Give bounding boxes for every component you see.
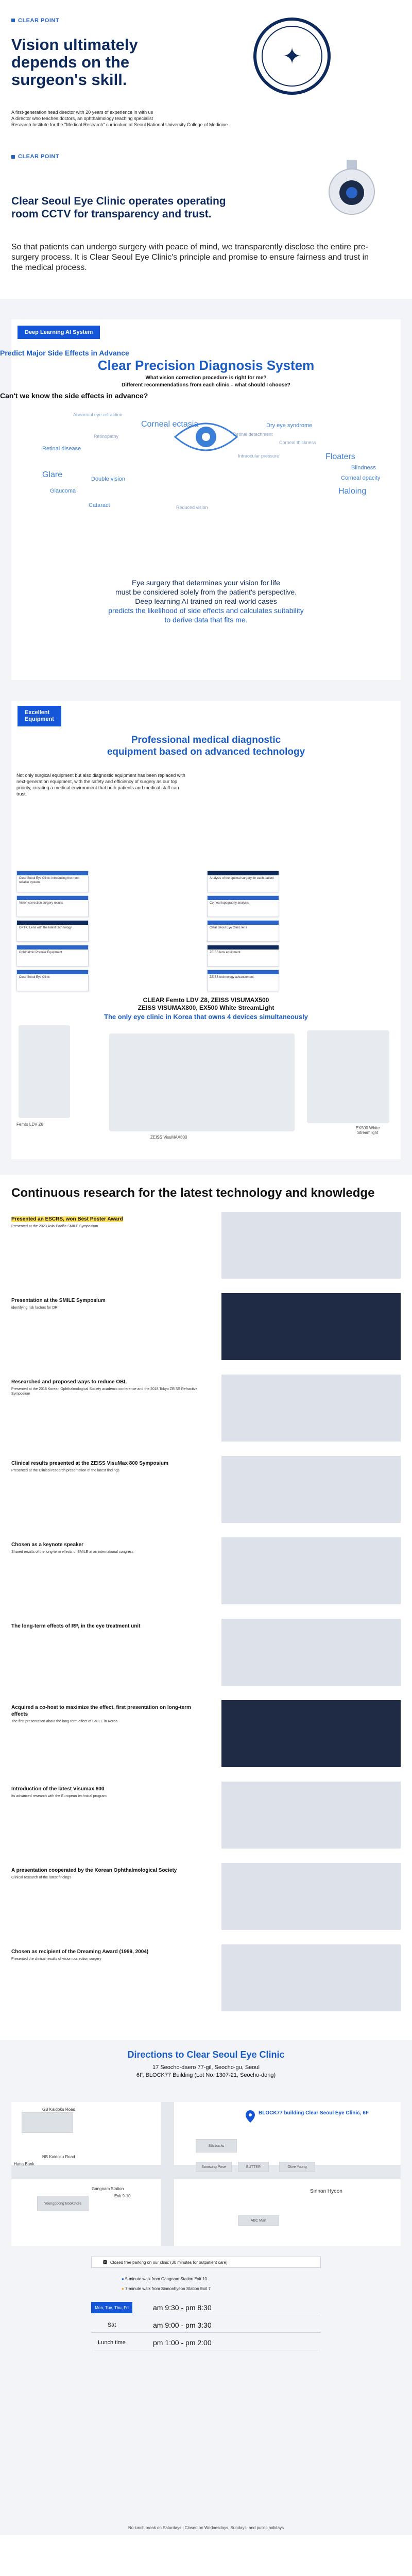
research-detail: Its advanced research with the European technical program (11, 1794, 107, 1798)
hours-day: Sat (107, 2321, 116, 2328)
research-title-text: Chosen as recipient of the Dreaming Award (1999, 2004) (11, 1949, 149, 1955)
research-title (11, 1704, 207, 1718)
research-item (11, 1704, 401, 1782)
question-1: What vision correction procedure is right for me? (145, 375, 267, 381)
femto-device-image (19, 1025, 70, 1118)
thumbnail-caption: Clear Seoul Eye Clinic: introducing the most reliable system (19, 877, 80, 884)
condition-label: Retinal detachment (233, 432, 273, 437)
clinic-location-pin[interactable]: BLOCK77 building Clear Seoul Eye Clinic, 6F (259, 2110, 369, 2116)
condition-label: Retinopathy (94, 434, 119, 439)
equipment-headline: Professional medical diagnostic equipment based on advanced technology (107, 735, 305, 757)
map-building (22, 2112, 73, 2133)
map-label: GB Kaidoku Road (42, 2107, 76, 2112)
research-detail: Clinical research of the latest findings (11, 1876, 71, 1879)
research-title (11, 1216, 207, 1223)
symptom-label: Double vision (91, 476, 126, 482)
eye-icon (172, 412, 240, 462)
subway-icon: ● (122, 2277, 126, 2281)
directions-section (0, 2040, 412, 2535)
research-photo (221, 1212, 401, 1279)
deep-learning-badge: Deep Learning AI System (18, 326, 100, 339)
thumbnail-caption: Vision correction surgery results (19, 902, 63, 905)
location-map[interactable] (11, 2102, 401, 2246)
research-item (11, 1541, 401, 1619)
map-label: Gangnam Station (92, 2187, 124, 2191)
research-item (11, 1948, 401, 2026)
research-section (0, 1175, 412, 2040)
ai-description: Eye surgery that determines your vision for life must be considered solely from the patient's perspective. Deep learning AI trained on real-world cases predicts the likelihood of side effects and calculates suitability to derive data that fits me. (108, 579, 304, 624)
clear-point-tag: CLEAR POINT (11, 18, 59, 24)
map-building: BUTTER (238, 2162, 269, 2172)
hours-row (91, 2318, 212, 2332)
symptom-label: Corneal ectasia (141, 420, 199, 429)
thumbnail-bar (208, 871, 279, 875)
map-building: ABC Mart (238, 2215, 279, 2226)
research-photo (221, 1782, 401, 1849)
research-photo (221, 1293, 401, 1360)
hours-day: Mon, Tue, Thu, Fri (91, 2302, 132, 2313)
surgeon-skill-section (0, 0, 412, 149)
ex500-device-image (307, 1030, 389, 1123)
equipment-thumbnail (207, 895, 279, 917)
symptom-label: Blindness (351, 465, 376, 471)
map-building: Samsung Pose (196, 2162, 232, 2172)
map-label: Exit 9-10 (114, 2194, 131, 2198)
subway-info (122, 2274, 211, 2294)
equipment-thumbnail (16, 920, 89, 942)
research-title-text: Chosen as a keynote speaker (11, 1542, 84, 1548)
symptom-label: Retinal disease (42, 446, 81, 452)
map-label: Sinnon Hyeon (310, 2189, 342, 2194)
equipment-thumbnail (207, 970, 279, 991)
cross-road (161, 2102, 174, 2246)
condition-label: Abnormal eye refraction (73, 412, 123, 417)
equipment-thumbnail (207, 945, 279, 967)
thumbnail-caption: OPTIC Lens with the latest technology (19, 926, 72, 929)
research-photo (221, 1375, 401, 1442)
equipment-section (0, 701, 412, 1175)
research-item (11, 1460, 401, 1537)
precision-diagnosis-title: Clear Precision Diagnosis System (97, 358, 315, 373)
research-title-text: Clinical results presented at the ZEISS VisuMax 800 Symposium (11, 1461, 168, 1466)
clinic-address: 17 Seocho-daero 77-gil, Seocho-gu, Seoul 6F, BLOCK77 Building (Lot No. 1307-21, Seocho-dong) (136, 2064, 276, 2078)
research-item (11, 1297, 401, 1375)
research-title-text: The long-term effects of RP, in the eye treatment unit (11, 1623, 141, 1629)
research-photo (221, 1456, 401, 1523)
thumbnail-caption: ZEISS technology advancement (210, 976, 254, 979)
surgeon-headline: Vision ultimately depends on the surgeon's skill. (11, 36, 138, 89)
thumbnail-caption: ZEISS lens equipment (210, 951, 241, 954)
research-title-text: Presentation at the SMILE Symposium (11, 1298, 106, 1303)
research-item (11, 1786, 401, 1863)
thumbnail-bar (17, 921, 88, 925)
research-photo (221, 1619, 401, 1686)
closed-note: No lunch break on Saturdays | Closed on Wednesdays, Sundays, and public holidays (128, 2526, 284, 2530)
question-3: Can't we know the side effects in advance? (0, 392, 148, 400)
symptom-label: Haloing (338, 487, 367, 496)
hours-time: am 9:00 - pm 3:30 (153, 2321, 212, 2329)
symptom-label: Floaters (325, 452, 355, 461)
equipment-thumbnail (16, 945, 89, 967)
hours-row (91, 2300, 212, 2315)
cctv-headline: Clear Seoul Eye Clinic operates operating room CCTV for transparency and trust. (11, 195, 226, 220)
research-detail: identifying risk factors for DRI (11, 1306, 59, 1310)
subway-icon: ● (122, 2286, 126, 2291)
equipment-thumbnail (207, 920, 279, 942)
condition-label: Reduced vision (176, 505, 208, 510)
research-detail: Presented at the 2018 Korean Ophthalmological Society academic conference and the 2018 Tokyo ZEISS Refractive Symposium (11, 1387, 198, 1396)
research-detail: Presented at the 2023 Asia-Pacific SMILE Symposium (11, 1225, 98, 1228)
research-text (11, 1948, 207, 1961)
research-photo (221, 1537, 401, 1604)
subway-line: ● 5-minute walk from Gangnam Station Exit 10 (122, 2277, 207, 2281)
condition-label: Intraocular pressure (238, 453, 280, 459)
directions-headline: Directions to Clear Seoul Eye Clinic (127, 2049, 285, 2060)
research-text (11, 1216, 207, 1229)
cctv-section (0, 149, 412, 299)
hours-row (91, 2335, 212, 2350)
symptom-label: Dry eye syndrome (266, 422, 313, 429)
subway-line: ● 7-minute walk from Sinnonhyeon Station Exit 7 (122, 2286, 211, 2291)
research-text (11, 1541, 207, 1554)
research-title (11, 1379, 207, 1385)
equipment-thumbnail (16, 895, 89, 917)
cctv-camera-icon (316, 160, 388, 216)
research-title (11, 1867, 207, 1874)
research-detail: Presented the clinical results of vision correction surgery (11, 1957, 101, 1961)
research-item (11, 1216, 401, 1293)
ai-diagnosis-card (0, 319, 401, 680)
equipment-list: CLEAR Femto LDV Z8, ZEISS VISUMAX500 ZEISS VISUMAX800, EX500 White StreamLight (138, 996, 274, 1011)
research-headline: Continuous research for the latest technology and knowledge (11, 1186, 375, 1200)
research-title-text: Presented an ESCRS, won Best Poster Award (11, 1216, 123, 1222)
predict-side-effects-text: Predict Major Side Effects in Advance (0, 349, 129, 357)
equipment-card (11, 701, 401, 1159)
research-text (11, 1623, 207, 1631)
thumbnail-caption: Clear Seoul Eye Clinic lens (210, 926, 247, 929)
parking-info: 🅿 Closed free parking on our clinic (30 minutes for outpatient care) (91, 2257, 321, 2268)
thumbnail-bar (17, 970, 88, 974)
research-title (11, 1297, 207, 1304)
equipment-thumbnail (207, 871, 279, 892)
symptom-label: Corneal opacity (341, 475, 381, 481)
research-title (11, 1623, 207, 1630)
research-text (11, 1379, 207, 1396)
visumax-device-image (109, 1033, 295, 1131)
thumbnail-caption: Clear Seoul Eye Clinic (19, 976, 50, 979)
research-title (11, 1786, 207, 1792)
device-label: ZEISS VisuMAX800 (150, 1135, 187, 1140)
question-2: Different recommendations from each clinic – what should I choose? (122, 382, 290, 388)
research-item (11, 1867, 401, 1944)
thumbnail-bar (17, 896, 88, 900)
hours-day: Lunch time (98, 2339, 126, 2346)
condition-label: Corneal thickness (279, 440, 316, 445)
research-detail: Presented at the Clinical research presentation of the latest findings (11, 1469, 119, 1472)
research-title (11, 1541, 207, 1548)
only-clinic-text: The only eye clinic in Korea that owns 4 devices simultaneously (104, 1013, 308, 1021)
university-seal-icon: ✦ (253, 18, 331, 95)
research-text (11, 1867, 207, 1880)
map-building: Olive Young (279, 2162, 315, 2172)
square-bullet-icon (11, 19, 15, 22)
hours-divider (91, 2332, 321, 2333)
research-title-text: Introduction of the latest Visumax 800 (11, 1786, 105, 1792)
thumbnail-bar (208, 945, 279, 950)
map-building: Youngpoong Bookstore (37, 2196, 89, 2211)
research-title (11, 1948, 207, 1955)
research-text (11, 1297, 207, 1310)
symptom-label: Glaucoma (50, 488, 76, 494)
map-building: Starbucks (196, 2139, 237, 2153)
equipment-paragraph: Not only surgical equipment but also diagnostic equipment has been replaced with next-generation equipment, with the safety and efficiency of surgery as our top priority, creating a medical environment that both patients and medical staff can trust. (16, 773, 185, 796)
thumbnail-bar (208, 970, 279, 974)
research-text (11, 1704, 207, 1724)
research-photo (221, 1944, 401, 2011)
symptom-label: Cataract (89, 502, 110, 509)
clear-point-tag: CLEAR POINT (11, 154, 59, 160)
thumbnail-bar (208, 921, 279, 925)
hours-time: am 9:30 - pm 8:30 (153, 2303, 212, 2312)
research-detail: The first presentation about the long-term effect of SMILE in Korea (11, 1720, 118, 1723)
thumbnail-caption: Ophthalmic Premier Equipment (19, 951, 62, 954)
map-label: Hana Bank (14, 2162, 35, 2166)
thumbnail-bar (17, 945, 88, 950)
research-item (11, 1623, 401, 1700)
research-title-text: Researched and proposed ways to reduce OBL (11, 1379, 127, 1385)
cctv-paragraph: So that patients can undergo surgery with peace of mind, we transparently disclose the entire pre-surgery process. It is Clear Seoul Eye Clinic's principle and promise to ensure fairness and trust in the medical process. (11, 243, 369, 272)
research-item (11, 1379, 401, 1456)
hours-time: pm 1:00 - pm 2:00 (153, 2338, 212, 2347)
map-label: NB Kaidoku Road (42, 2155, 75, 2159)
equipment-thumbnail (16, 970, 89, 991)
thumbnail-caption: Analysis of the optimal surgery for each patient (210, 877, 274, 880)
research-title-text: A presentation cooperated by the Korean Ophthalmological Society (11, 1868, 177, 1873)
research-text (11, 1460, 207, 1473)
ai-diagnosis-section (0, 299, 412, 701)
thumbnail-caption: Corneal topography analysis (210, 902, 249, 905)
symptom-label: Glare (42, 470, 63, 479)
thumbnail-bar (208, 896, 279, 900)
parking-icon: 🅿 (103, 2260, 107, 2265)
device-label: Femto LDV Z8 (16, 1122, 44, 1127)
surgeon-description: A first-generation head director with 20 years of experience in with us A director who teaches doctors, an ophthalmology teaching specialist Research Institute for the "Medical Research" curriculum at Seoul National University College of Medicine (11, 110, 228, 127)
research-title-text: Acquired a co-host to maximize the effect, first presentation on long-term effects (11, 1705, 191, 1717)
research-detail: Shared results of the long-term effects of SMILE at an international congress (11, 1550, 134, 1554)
thumbnail-bar (17, 871, 88, 875)
map-pin-icon (246, 2110, 255, 2123)
device-label: EX500 White Streamlight (355, 1126, 380, 1135)
excellent-equipment-badge: Excellent Equipment (18, 706, 61, 726)
square-bullet-icon (11, 155, 15, 159)
research-photo (221, 1863, 401, 1930)
equipment-thumbnail (16, 871, 89, 892)
research-text (11, 1786, 207, 1799)
research-title (11, 1460, 207, 1467)
research-photo (221, 1700, 401, 1767)
